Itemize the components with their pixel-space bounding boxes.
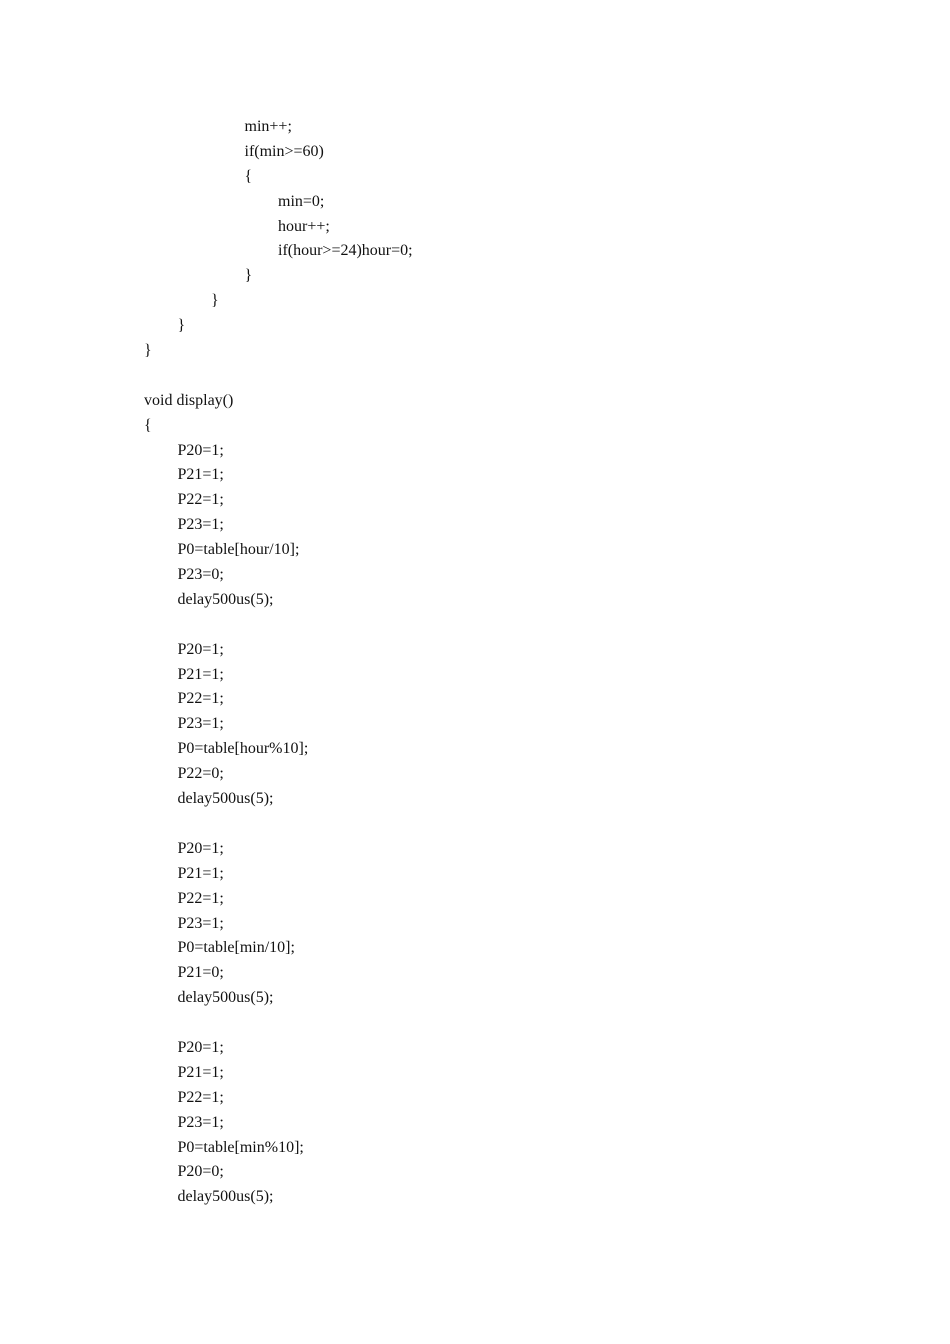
code-line: P23=1; (177, 715, 224, 733)
code-line: P20=1; (177, 1038, 224, 1056)
code-line: P21=1; (177, 466, 224, 484)
code-line: P22=1; (177, 1088, 224, 1106)
code-line: P23=0; (177, 566, 224, 584)
code-line: P20=1; (177, 839, 224, 857)
code-line: P20=0; (177, 1163, 224, 1181)
code-line: P22=1; (177, 491, 224, 509)
code-line: delay500us(5); (177, 790, 274, 808)
code-line: P21=1; (177, 864, 224, 882)
code-line: min++; (244, 118, 292, 135)
code-listing (144, 115, 904, 1210)
code-line: P21=0; (177, 964, 224, 982)
code-line: void display() (144, 391, 234, 409)
code-line: } (244, 267, 253, 285)
code-line: } (144, 342, 152, 360)
code-line: P0=table[min%10]; (177, 1138, 304, 1156)
code-line: P22=1; (177, 690, 224, 708)
code-line: P0=table[min/10]; (177, 939, 295, 957)
code-line: P23=1; (177, 1113, 224, 1131)
code-line: if(hour>=24)hour=0; (278, 242, 413, 260)
code-line: P20=1; (177, 441, 224, 459)
code-line: P23=1; (177, 914, 224, 932)
code-line: } (177, 317, 186, 335)
code-line: hour++; (278, 217, 330, 235)
code-line: delay500us(5); (177, 590, 274, 608)
code-line: delay500us(5); (177, 989, 274, 1007)
blank-line (144, 812, 904, 837)
code-line: P0=table[hour%10]; (177, 740, 309, 758)
code-line: P23=1; (177, 516, 224, 534)
code-line: P21=1; (177, 665, 224, 683)
code-line: } (211, 292, 219, 310)
code-line: { (144, 416, 152, 434)
code-line: delay500us(5); (177, 1188, 274, 1206)
code-line: P20=1; (177, 640, 224, 658)
code-line: min=0; (278, 192, 325, 210)
code-line: { (244, 167, 253, 185)
code-line: if(min>=60) (244, 142, 324, 160)
code-line: P0=table[hour/10]; (177, 541, 300, 559)
code-line: P22=1; (177, 889, 224, 907)
blank-line (144, 1011, 904, 1036)
blank-line (144, 613, 904, 638)
blank-line (144, 364, 904, 389)
code-line: P22=0; (177, 765, 224, 783)
code-line: P21=1; (177, 1063, 224, 1081)
